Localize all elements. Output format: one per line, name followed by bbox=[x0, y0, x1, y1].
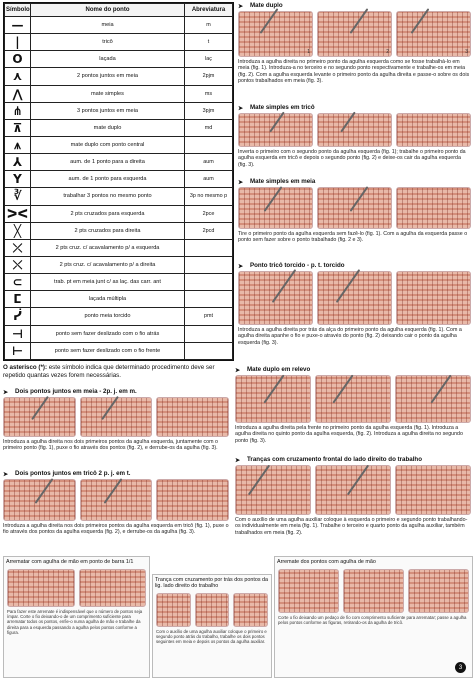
figure-row bbox=[238, 113, 471, 147]
panel-title: Mate simples em meia bbox=[250, 178, 316, 185]
stitch-name: 2 pontos juntos em meia bbox=[31, 68, 185, 85]
table-row bbox=[5, 342, 233, 359]
header-symbol: Símbolo bbox=[5, 4, 31, 17]
figure-1 bbox=[156, 593, 191, 627]
panel-mate-relevo bbox=[235, 366, 471, 452]
table-row bbox=[5, 274, 233, 291]
panel-title: Dois pontos juntos em tricô 2 p. j. em t. bbox=[15, 470, 131, 477]
box-text: Corte o fio deixando um pedaço de fio com comprimento suficiente para arrematar; passe a agulha pelos pontos conforme as figuras, retirando-os da agulha de tricô. bbox=[278, 615, 467, 626]
box-text: Para fazer este arremate é indispensável que o número de pontos seja ímpar. Corte o fio deixando-o de um comprimento suficiente para arrematar todos os pontos, enfie-o numa agulha de mão e trabalhe da direita para a esquerda passando a agulha pelos pontos conforme a figura. bbox=[7, 609, 143, 635]
header-abbr: Abreviatura bbox=[185, 4, 233, 17]
stitch-abbreviation bbox=[185, 274, 233, 291]
table-row bbox=[5, 188, 233, 205]
stitch-name: 2 pts cruzados para esquerda bbox=[31, 205, 185, 222]
step-icon: ➤ bbox=[238, 178, 244, 186]
stitch-abbreviation: 2pce bbox=[185, 205, 233, 222]
stitch-abbreviation: pmt bbox=[185, 308, 233, 325]
table-row bbox=[5, 17, 233, 34]
table-row bbox=[5, 205, 233, 222]
figure-3 bbox=[156, 397, 229, 437]
figure-2 bbox=[317, 187, 392, 229]
stitch-name: aum. de 1 ponto para a direita bbox=[31, 154, 185, 171]
panel-title: Mate duplo em relevo bbox=[247, 366, 311, 373]
figure-2 bbox=[317, 271, 392, 325]
stitch-symbol: ᓰ bbox=[5, 308, 31, 325]
stitch-symbol: ⋏ bbox=[5, 68, 31, 85]
step-icon: ➤ bbox=[238, 2, 244, 10]
figure-1 bbox=[238, 187, 313, 229]
stitch-abbreviation bbox=[185, 325, 233, 342]
table-row bbox=[5, 119, 233, 136]
figure-row bbox=[275, 569, 472, 613]
stitch-abbreviation bbox=[185, 342, 233, 359]
panel-title: Mate duplo bbox=[250, 2, 283, 9]
panel-title: Tranças com cruzamento frontal do lado direito do trabalho bbox=[247, 456, 422, 463]
figure-3: 3 bbox=[396, 11, 471, 57]
figure-row bbox=[235, 375, 471, 423]
panel-text: Introduza a agulha direita pela frente no primeiro ponto da agulha esquerda (fig. 1). Introduza a agulha direita no quinto ponto da agulha esquerda, (fig. 2). Introduza a agulha direita no segundo ponto (fig. 3). bbox=[235, 425, 463, 444]
stitch-abbreviation bbox=[185, 256, 233, 273]
panel-title: Ponto tricô torcido - p. t. torcido bbox=[250, 262, 345, 269]
figure-3 bbox=[396, 113, 471, 147]
figure-1 bbox=[238, 113, 313, 147]
stitch-name: mate simples bbox=[31, 85, 185, 102]
stitch-symbol: ⊣ bbox=[5, 325, 31, 342]
figure-1 bbox=[3, 479, 76, 521]
figure-2 bbox=[79, 569, 147, 607]
figure-row bbox=[3, 397, 229, 437]
stitch-name: ponto sem fazer deslizado com o fio frente bbox=[31, 342, 185, 359]
panel-dois-trico bbox=[3, 470, 229, 552]
table-row bbox=[5, 308, 233, 325]
stitch-abbreviation: m bbox=[185, 17, 233, 34]
stitch-abbreviation: laç bbox=[185, 51, 233, 68]
stitch-name: trab. pt em meia junt c/ as laç. das carr. ant bbox=[31, 274, 185, 291]
figure-row bbox=[238, 187, 471, 229]
finishing-box-2 bbox=[152, 574, 272, 678]
panel-dois-meia bbox=[3, 388, 229, 466]
table-row bbox=[5, 325, 233, 342]
figure-1 bbox=[235, 465, 311, 515]
stitch-name: laçada múltipla bbox=[31, 291, 185, 308]
stitch-symbol: ⊢ bbox=[5, 342, 31, 359]
panel-trancas bbox=[235, 456, 471, 552]
stitch-abbreviation: 2pcd bbox=[185, 222, 233, 239]
table-row bbox=[5, 68, 233, 85]
stitch-symbol-table bbox=[3, 2, 234, 361]
stitch-symbol: ⊼ bbox=[5, 119, 31, 136]
figure-3 bbox=[396, 271, 471, 325]
box-text: Com o auxílio de uma agulha auxiliar coloque o primeiro e segundo ponto atrás do trabalho, trabalhe os dois pontos seguintes em meia e depois os pontos da agulha auxiliar. bbox=[156, 629, 267, 645]
header-name: Nome do ponto bbox=[31, 4, 185, 17]
table-row bbox=[5, 239, 233, 256]
stitch-name: 3 pontos juntos em meia bbox=[31, 102, 185, 119]
stitch-symbol: ⵎ bbox=[5, 291, 31, 308]
step-icon: ➤ bbox=[238, 262, 244, 270]
stitch-name: 2 pts cruz. c/ acavalamento p/ a direita bbox=[31, 256, 185, 273]
figure-row bbox=[238, 271, 471, 325]
figure-3 bbox=[396, 187, 471, 229]
step-icon: ➤ bbox=[235, 456, 241, 464]
step-icon: ➤ bbox=[238, 104, 244, 112]
figure-row bbox=[235, 465, 471, 515]
figure-2 bbox=[317, 113, 392, 147]
figure-row bbox=[4, 569, 149, 607]
figure-1 bbox=[235, 375, 311, 423]
note-text: este símbolo indica que determinado procedimento deve ser repetido quantas vezes forem necessárias. bbox=[3, 364, 215, 379]
box-title: Arremate dos pontos com agulha de mão bbox=[277, 559, 376, 565]
stitch-abbreviation: t bbox=[185, 34, 233, 51]
panel-text: Introduza a agulha direita nos dois primeiros pontos da agulha esquerda em tricô (fig. 1), puxe o fio através dos pontos da agulha esquerda (fig. 2), e derrube-os da agulha (fig. 3). bbox=[3, 523, 229, 536]
figure-row bbox=[238, 11, 471, 57]
figure-1 bbox=[3, 397, 76, 437]
stitch-abbreviation: 3p no mesmo p bbox=[185, 188, 233, 205]
stitch-name: meia bbox=[31, 17, 185, 34]
stitch-symbol: — bbox=[5, 17, 31, 34]
stitch-symbol: ⩚ bbox=[5, 136, 31, 153]
figure-3 bbox=[395, 465, 471, 515]
finishing-box-3 bbox=[274, 556, 473, 678]
figure-2 bbox=[80, 397, 153, 437]
stitch-abbreviation: md bbox=[185, 119, 233, 136]
table-row bbox=[5, 85, 233, 102]
stitch-symbol: ⅄ bbox=[5, 154, 31, 171]
box-title: Arrematar com agulha de mão em ponto de barra 1/1 bbox=[6, 559, 134, 565]
panel-text: Introduza a agulha direita nos dois primeiros pontos da agulha esquerda, juntamente com o primeiro ponto (fig. 1), puxe o fio através dos pontos (fig. 2), e derrube-os da agulha (fig. 3). bbox=[3, 439, 218, 452]
stitch-symbol: | bbox=[5, 34, 31, 51]
stitch-abbreviation: aum bbox=[185, 171, 233, 188]
stitch-abbreviation bbox=[185, 291, 233, 308]
figure-row bbox=[3, 479, 229, 521]
panel-text: Com o auxílio de uma agulha auxiliar coloque à esquerda o primeiro e segundo ponto trabalhando-os individualmente em meia (fig. 1). Trabalhe o terceiro e quarto ponto da agulha auxiliar, também trabalhados em meia (fig. 2). bbox=[235, 517, 468, 536]
table-row bbox=[5, 51, 233, 68]
figure-2 bbox=[195, 593, 230, 627]
stitch-symbol: Y bbox=[5, 171, 31, 188]
stitch-symbol: ⤫ bbox=[5, 239, 31, 256]
box-title: Trança com cruzamento por trás dos pontos da lig. lado direito do trabalho bbox=[155, 577, 269, 589]
page-number: 3 bbox=[455, 662, 466, 673]
figure-1 bbox=[278, 569, 339, 613]
figure-1: 1 bbox=[238, 11, 313, 57]
asterisk-note bbox=[3, 364, 234, 380]
figure-2: 2 bbox=[317, 11, 392, 57]
step-icon: ➤ bbox=[235, 366, 241, 374]
stitch-abbreviation: 3pjm bbox=[185, 102, 233, 119]
table-row bbox=[5, 291, 233, 308]
stitch-abbreviation bbox=[185, 239, 233, 256]
stitch-name: 2 pts cruz. c/ acavalamento p/ a esquerda bbox=[31, 239, 185, 256]
figure-3 bbox=[395, 375, 471, 423]
panel-text: Inverta o primeiro com o segundo ponto da agulha esquerda (fig. 1); trabalhe o primeiro ponto da agulha esquerda em tricô e depois o segundo ponto (fig. 2) e deixe-os cair da agulha esquerda (fig. 3). bbox=[238, 149, 466, 168]
panel-title: Mate simples em tricô bbox=[250, 104, 315, 111]
figure-3 bbox=[408, 569, 469, 613]
table-row bbox=[5, 222, 233, 239]
panel-mate-duplo bbox=[238, 2, 471, 102]
table-row bbox=[5, 102, 233, 119]
panel-text: Introduza a agulha direita por trás da alça do primeiro ponto da agulha esquerda (fig. 1). Com a agulha direita apanhe o fio e puxe-o através do ponto (fig. 2) deixando cair o ponto da agulha esquerda (fig. 3). bbox=[238, 327, 462, 346]
step-icon: ➤ bbox=[3, 470, 9, 478]
figure-2 bbox=[80, 479, 153, 521]
figure-row bbox=[153, 593, 271, 627]
stitch-symbol: ᐳᐸ bbox=[5, 205, 31, 222]
figure-3 bbox=[233, 593, 268, 627]
panel-mate-simples-trico bbox=[238, 104, 471, 174]
table-row bbox=[5, 34, 233, 51]
panel-text: Introduza a agulha direita no primeiro ponto da agulha esquerda como se fosse trabalhá-lo em meia (fig. 1). Introduza-a no terceiro e no segundo ponto respectivamente e trabalhe-os em meia (fig. 2). Com a agulha esquerda levante o primeiro ponto da agulha direita e passe-o sobre os dois pontos trabalhados em meia (fig. 3). bbox=[238, 59, 470, 85]
figure-2 bbox=[343, 569, 404, 613]
note-bold: O asterisco (*): bbox=[3, 364, 48, 371]
panel-title: Dois pontos juntos em meia - 2p. j. em m. bbox=[15, 388, 137, 395]
table-header-row bbox=[5, 4, 233, 17]
panel-trico-torcido bbox=[238, 262, 471, 360]
stitch-abbreviation: aum bbox=[185, 154, 233, 171]
panel-mate-simples-meia bbox=[238, 178, 471, 258]
stitch-symbol: ∛ bbox=[5, 188, 31, 205]
stitch-name: mate duplo bbox=[31, 119, 185, 136]
step-icon: ➤ bbox=[3, 388, 9, 396]
panel-text: Tire o primeiro ponto da agulha esquerda sem fazê-lo (fig. 1). Com a agulha da esquerda passe o ponto sem fazer sobre o ponto trabalhado (fig. 2 e 3). bbox=[238, 231, 468, 244]
stitch-symbol: ⋀ bbox=[5, 85, 31, 102]
stitch-symbol: ⤬ bbox=[5, 256, 31, 273]
stitch-abbreviation bbox=[185, 136, 233, 153]
stitch-abbreviation: 2pjm bbox=[185, 68, 233, 85]
figure-1 bbox=[238, 271, 313, 325]
table-row bbox=[5, 256, 233, 273]
table-row bbox=[5, 171, 233, 188]
table-row bbox=[5, 154, 233, 171]
stitch-name: mate duplo com ponto central bbox=[31, 136, 185, 153]
stitch-name: tricô bbox=[31, 34, 185, 51]
stitch-abbreviation: ms bbox=[185, 85, 233, 102]
figure-2 bbox=[315, 375, 391, 423]
stitch-name: ponto sem fazer deslizado com o fio atrás bbox=[31, 325, 185, 342]
finishing-box-1 bbox=[3, 556, 150, 678]
figure-1 bbox=[7, 569, 75, 607]
stitch-name: 2 pts cruzados para direita bbox=[31, 222, 185, 239]
stitch-symbol: O bbox=[5, 51, 31, 68]
stitch-name: laçada bbox=[31, 51, 185, 68]
stitch-name: aum. de 1 ponto para esquerda bbox=[31, 171, 185, 188]
stitch-symbol: ⋔ bbox=[5, 102, 31, 119]
stitch-symbol: ╳ bbox=[5, 222, 31, 239]
stitch-name: trabalhar 3 pontos no mesmo ponto bbox=[31, 188, 185, 205]
stitch-name: ponto meia torcido bbox=[31, 308, 185, 325]
stitch-symbol: ⊂ bbox=[5, 274, 31, 291]
figure-2 bbox=[315, 465, 391, 515]
table-row bbox=[5, 136, 233, 153]
figure-3 bbox=[156, 479, 229, 521]
